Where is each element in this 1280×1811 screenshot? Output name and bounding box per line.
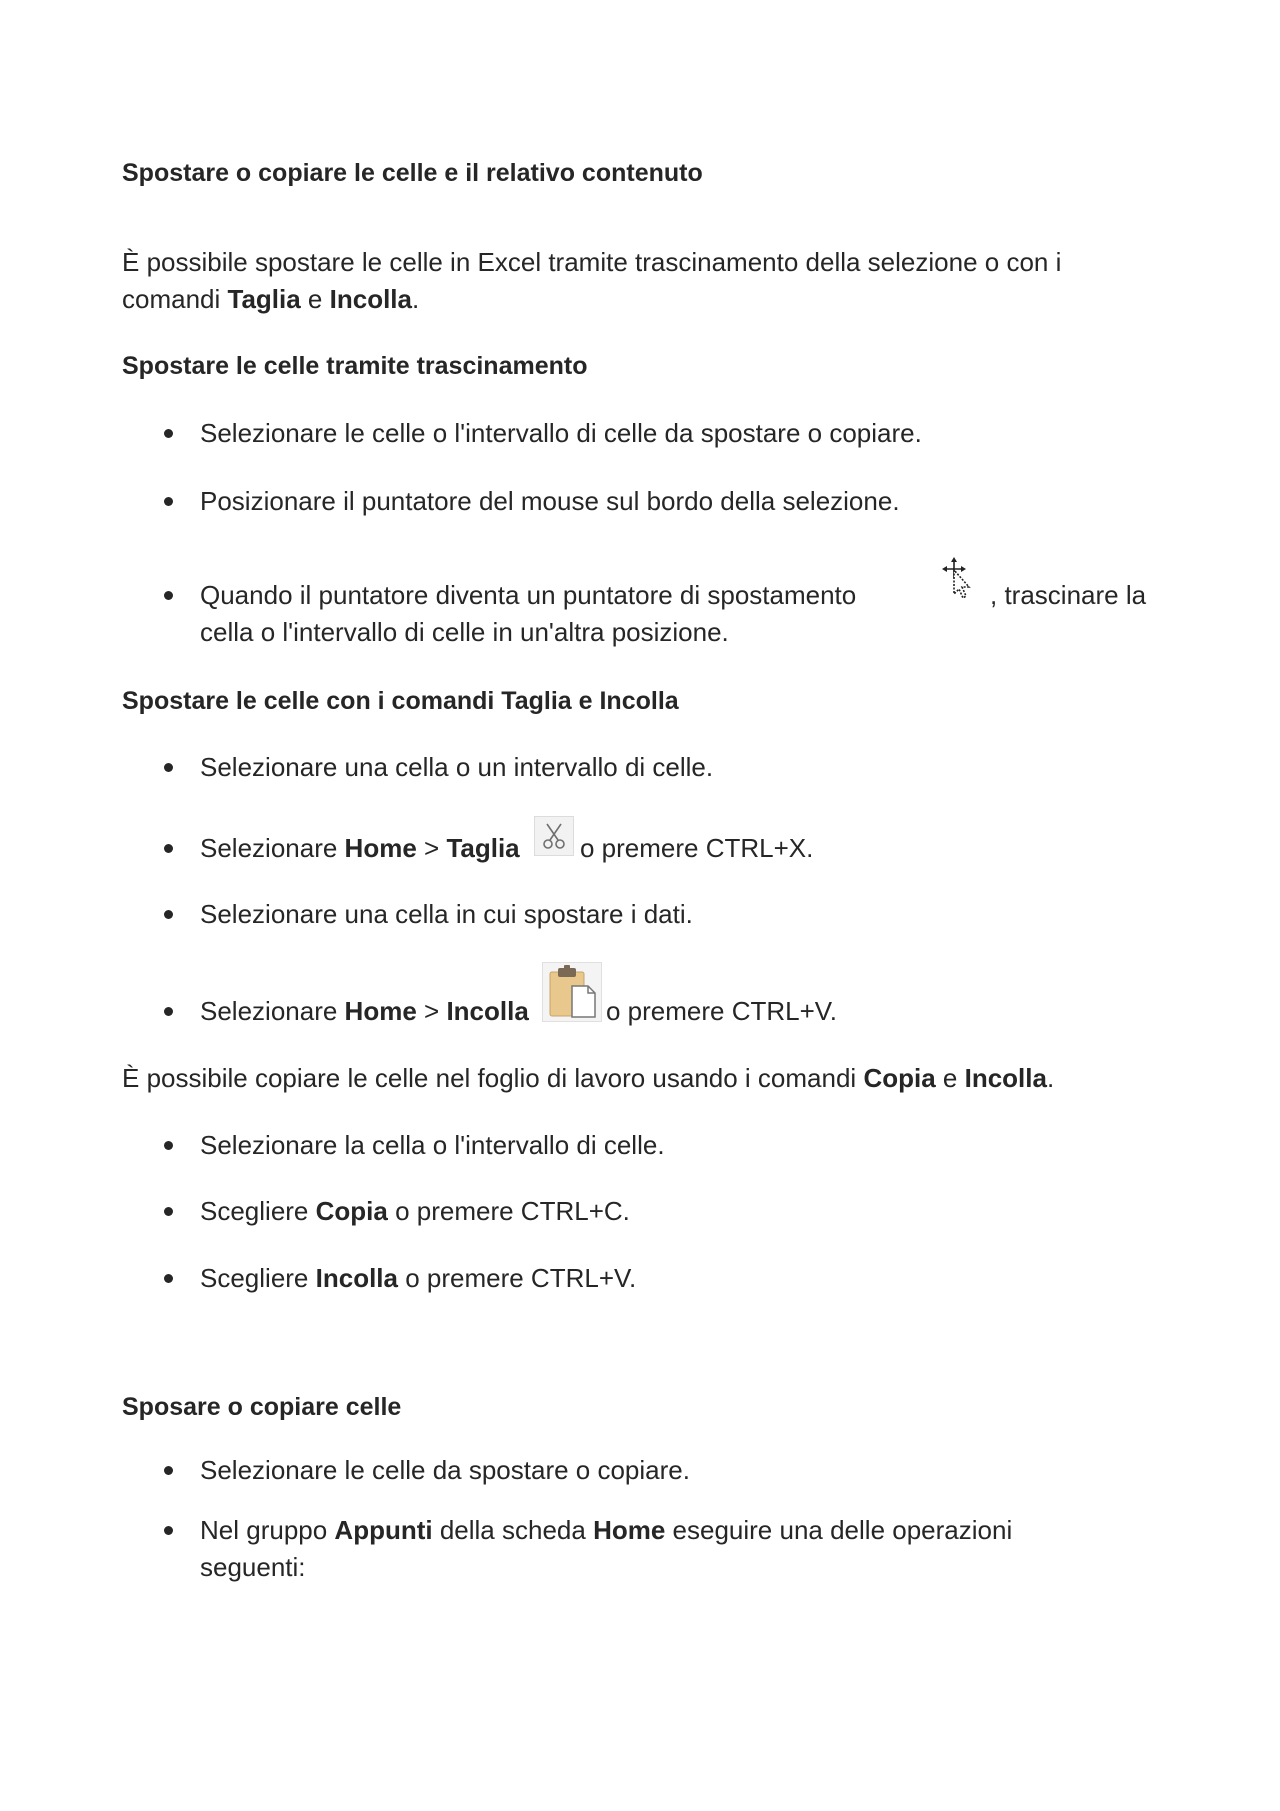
bold-text: Copia [315, 1196, 388, 1226]
bold-text: Taglia [446, 833, 520, 863]
intro-line-1: È possibile spostare le celle in Excel tramite trascinamento della selezione o con i [122, 247, 1062, 277]
bold-text: Home [344, 833, 417, 863]
text: Selezionare [200, 996, 345, 1026]
text: > [416, 996, 447, 1026]
text: Nel gruppo [200, 1515, 335, 1545]
bold-text: Incolla [964, 1063, 1047, 1093]
bullet [164, 1526, 173, 1535]
text: Scegliere [200, 1263, 316, 1293]
list-item: Quando il puntatore diventa un puntatore di spostamento [200, 580, 857, 610]
bold-text: Appunti [334, 1515, 433, 1545]
bullet [164, 497, 173, 506]
text: eseguire una delle operazioni [665, 1515, 1013, 1545]
list-item: Selezionare la cella o l'intervallo di celle. [200, 1130, 665, 1160]
text: e [300, 284, 330, 314]
bullet [164, 591, 173, 600]
text: e [935, 1063, 965, 1093]
bold-text: Home [344, 996, 417, 1026]
list-item [200, 1193, 630, 1230]
text: o premere CTRL+V. [397, 1263, 637, 1293]
move-pointer-icon [936, 556, 972, 604]
bullet [164, 1207, 173, 1216]
clipboard-paste-icon [542, 962, 602, 1022]
list-item [200, 993, 529, 1030]
list-item-continuation: o premere CTRL+V. [606, 996, 837, 1026]
text: È possibile copiare le celle nel foglio di lavoro usando i comandi [122, 1063, 864, 1093]
bullet [164, 1007, 173, 1016]
text: comandi [122, 284, 228, 314]
bold-text: Taglia [227, 284, 301, 314]
text: Selezionare [200, 833, 345, 863]
bullet [164, 1466, 173, 1475]
list-item: Selezionare le celle da spostare o copiare. [200, 1455, 690, 1485]
list-item-continuation: o premere CTRL+X. [580, 833, 814, 863]
list-item [200, 830, 520, 867]
text: Scegliere [200, 1196, 316, 1226]
list-item: Selezionare le celle o l'intervallo di celle da spostare o copiare. [200, 418, 922, 448]
section-title: Spostare o copiare le celle e il relativo contenuto [122, 159, 703, 187]
bold-text: Home [593, 1515, 666, 1545]
list-item: Posizionare il puntatore del mouse sul bordo della selezione. [200, 486, 900, 516]
bullet [164, 763, 173, 772]
bullet [164, 1274, 173, 1283]
subsection-title: Spostare le celle con i comandi Taglia e Incolla [122, 687, 679, 715]
bold-text: Copia [863, 1063, 936, 1093]
bold-text: Incolla [329, 284, 412, 314]
list-item-line-2: seguenti: [200, 1552, 306, 1582]
bullet [164, 429, 173, 438]
text: o premere CTRL+C. [387, 1196, 630, 1226]
scissors-icon [534, 816, 574, 856]
bullet [164, 1141, 173, 1150]
text: della scheda [432, 1515, 594, 1545]
bullet [164, 910, 173, 919]
text: . [1046, 1063, 1055, 1093]
text: > [416, 833, 447, 863]
list-item-line-2: cella o l'intervallo di celle in un'altra posizione. [200, 617, 729, 647]
list-item [200, 1260, 636, 1297]
bullet [164, 844, 173, 853]
section-title: Sposare o copiare celle [122, 1393, 402, 1421]
list-item-continuation: , trascinare la [990, 580, 1147, 610]
subsection-title: Spostare le celle tramite trascinamento [122, 352, 588, 380]
bold-text: Incolla [315, 1263, 398, 1293]
list-item: Selezionare una cella in cui spostare i dati. [200, 899, 693, 929]
copy-intro [122, 1060, 1054, 1097]
list-item: Selezionare una cella o un intervallo di celle. [200, 752, 714, 782]
text: . [411, 284, 420, 314]
intro-line-2 [122, 281, 419, 318]
bold-text: Incolla [446, 996, 529, 1026]
list-item [200, 1512, 1012, 1549]
